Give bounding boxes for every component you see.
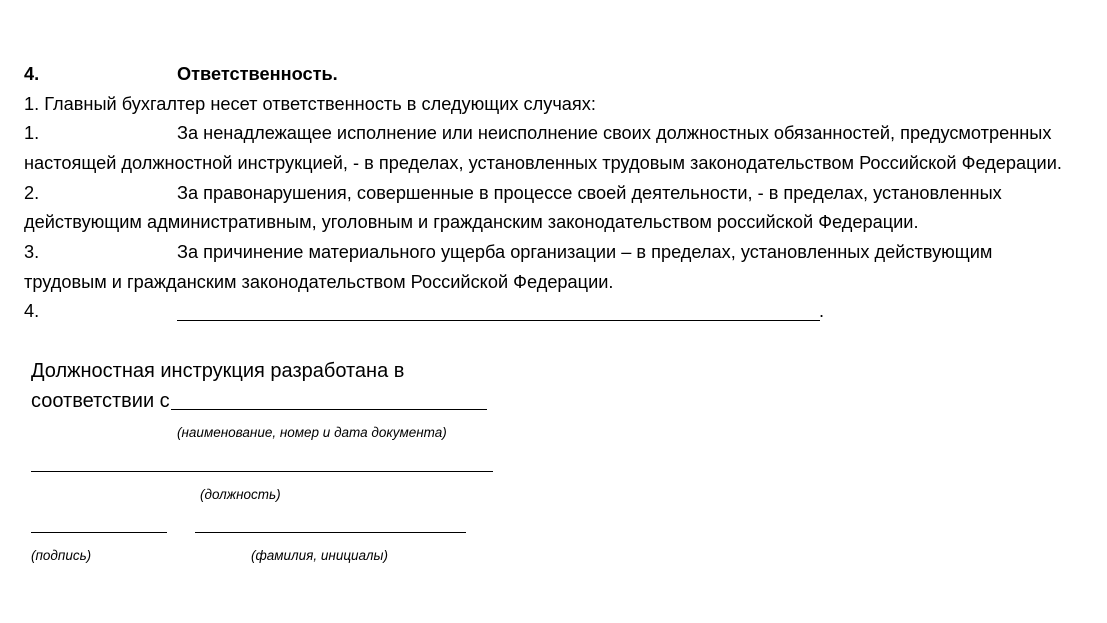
item-4-blank-line (177, 320, 820, 321)
position-caption: (должность) (200, 487, 281, 502)
position-blank-line (31, 471, 493, 472)
signature-caption: (подпись) (31, 548, 92, 563)
item-4-number: 4. (24, 301, 40, 321)
item-2-number: 2. (24, 183, 40, 203)
approval-line-2: соответствии с (31, 390, 170, 412)
section-number: 4. (24, 64, 40, 84)
item-1-number: 1. (24, 123, 40, 143)
item-3-line-2: трудовым и гражданским законодательством Российской Федерации. (24, 272, 614, 292)
item-4-end-dot: . (819, 301, 825, 321)
name-blank-line (195, 532, 466, 533)
document-blank-line (171, 409, 487, 410)
document-caption: (наименование, номер и дата документа) (177, 425, 447, 440)
approval-line-1: Должностная инструкция разработана в (31, 360, 405, 382)
signature-blank-line (31, 532, 167, 533)
section-title: Ответственность. (177, 64, 338, 84)
name-caption: (фамилия, инициалы) (251, 548, 388, 563)
item-2-text: За правонарушения, совершенные в процессе своей деятельности, - в пределах, установленных (177, 183, 1002, 203)
item-2-line-2: действующим административным, уголовным и гражданским законодательством российской Федерации. (24, 212, 919, 232)
item-1-text: За ненадлежащее исполнение или неисполнение своих должностных обязанностей, предусмотренных (177, 123, 1052, 143)
item-1-line-2: настоящей должностной инструкцией, - в пределах, установленных трудовым законодательством Российской Федерации. (24, 153, 1062, 173)
item-3-number: 3. (24, 242, 40, 262)
item-3-text: За причинение материального ущерба организации – в пределах, установленных действующим (177, 242, 993, 262)
intro-text: 1. Главный бухгалтер несет ответственность в следующих случаях: (24, 94, 596, 114)
